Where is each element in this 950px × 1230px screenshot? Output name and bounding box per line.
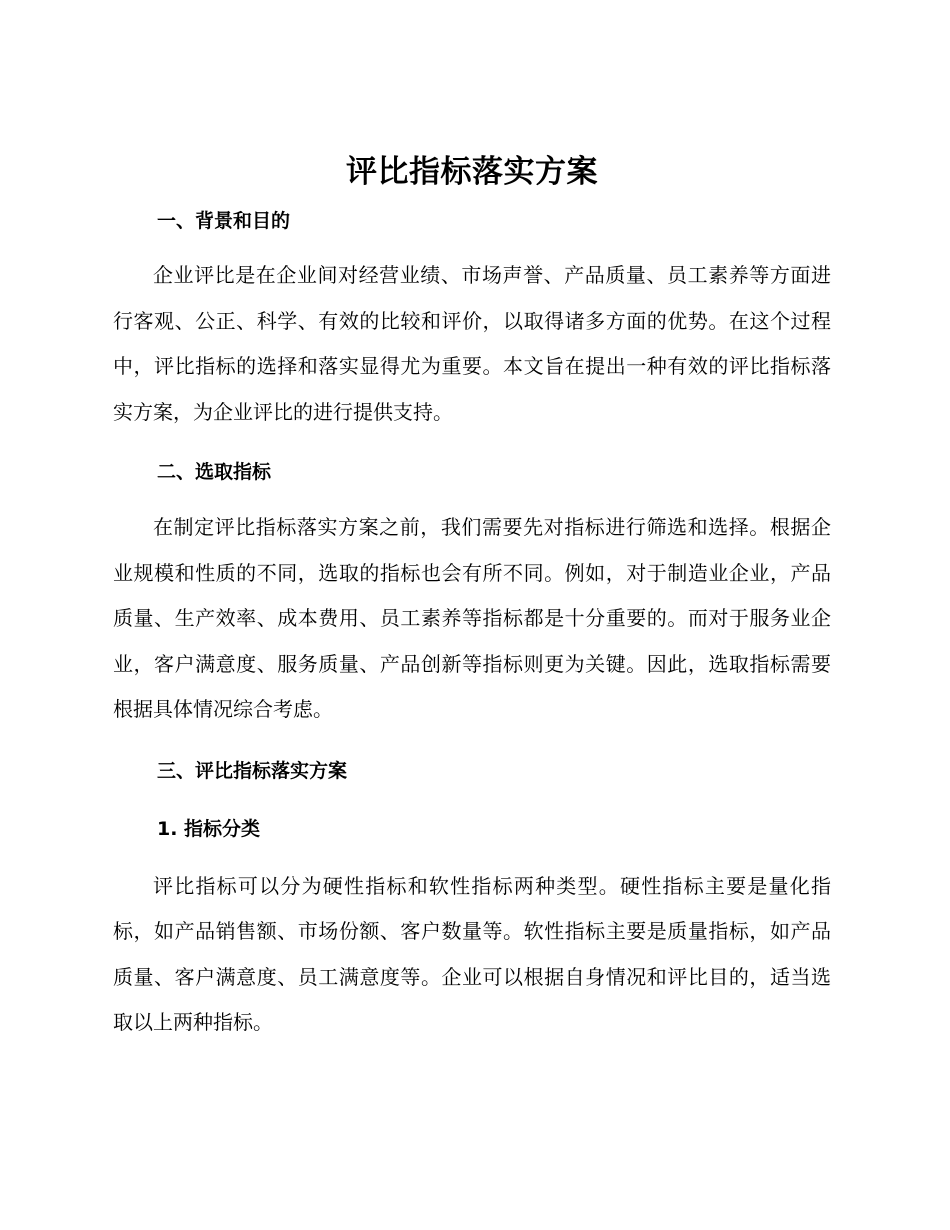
document-title: 评比指标落实方案 (346, 154, 598, 190)
section-paragraph-background: 企业评比是在企业间对经营业绩、市场声誉、产品质量、员工素养等方面进行客观、公正、科学、有效的比较和评价，以取得诸多方面的优势。在这个过程中，评比指标的选择和落实显得尤为重要。本文旨在提出一种有效的评比指标落实方案，为企业评比的进行提供支持。 (113, 263, 831, 424)
section-heading-background: 一、背景和目的 (157, 210, 291, 232)
subsection-heading-classification: 1. 指标分类 (157, 817, 261, 840)
section-heading-implementation-plan: 三、评比指标落实方案 (157, 759, 348, 782)
section-heading-select-indicators: 二、选取指标 (157, 461, 272, 483)
subsection-paragraph-classification: 评比指标可以分为硬性指标和软性指标两种类型。硬性指标主要是量化指标，如产品销售额、市场份额、客户数量等。软性指标主要是质量指标，如产品质量、客户满意度、员工满意度等。企业可以根据自身情况和评比目的，适当选取以上两种指标。 (113, 873, 831, 1034)
section-paragraph-select-indicators: 在制定评比指标落实方案之前，我们需要先对指标进行筛选和选择。根据企业规模和性质的不同，选取的指标也会有所不同。例如，对于制造业企业，产品质量、生产效率、成本费用、员工素养等指标都是十分重要的。而对于服务业企业，客户满意度、服务质量、产品创新等指标则更为关键。因此，选取指标需要根据具体情况综合考虑。 (113, 515, 831, 721)
document-body (113, 146, 831, 1046)
